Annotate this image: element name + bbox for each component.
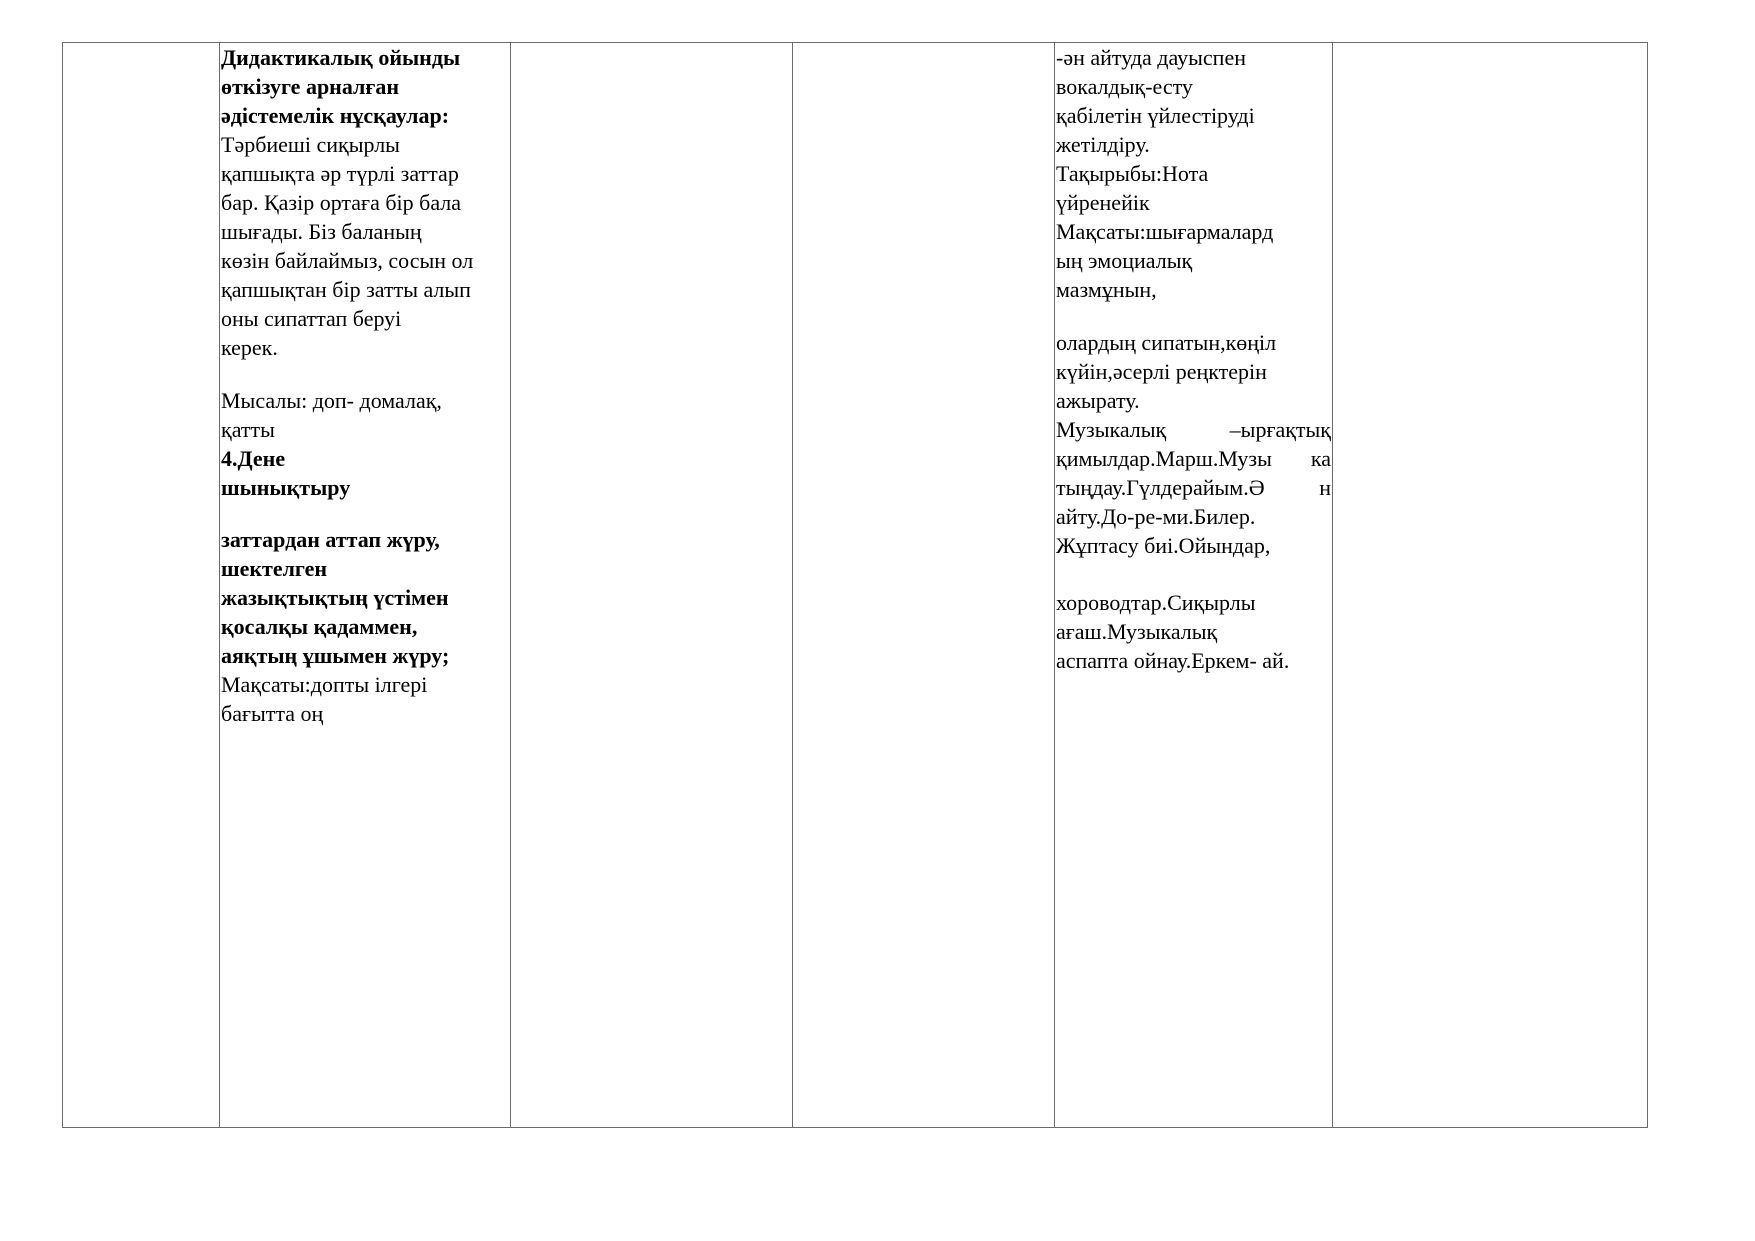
col2-heading-line: Дидактикалық ойынды bbox=[221, 45, 461, 70]
table-cell-col2 bbox=[220, 43, 511, 1128]
col2-goal-line: Мақсаты:допты ілгері bbox=[221, 672, 428, 697]
col5-intro-line: Тақырыбы:Нота bbox=[1056, 161, 1209, 186]
col5-mid-line: олардың сипатын,көңіл bbox=[1056, 330, 1277, 355]
col5-final-line: ағаш.Музыкалық bbox=[1056, 619, 1218, 644]
col5-final-line: хороводтар.Сиқырлы bbox=[1056, 590, 1256, 615]
col5-intro-line: мазмұнын, bbox=[1056, 277, 1157, 302]
col2-heading-line: әдістемелік нұсқаулар: bbox=[221, 103, 450, 128]
col5-word: н bbox=[1319, 475, 1331, 500]
table-cell-col5 bbox=[1055, 43, 1333, 1128]
spacer bbox=[1056, 560, 1331, 588]
table-cell-col4 bbox=[793, 43, 1055, 1128]
col2-body-line: Тәрбиеші сиқырлы bbox=[221, 132, 400, 157]
lesson-plan-table bbox=[62, 42, 1648, 1128]
col5-intro-line: жетілдіру. bbox=[1056, 132, 1150, 157]
col2-content bbox=[220, 43, 510, 728]
col5-tail-line: Жұптасу биі.Ойындар, bbox=[1056, 533, 1271, 558]
col5-mid-line: ажырату. bbox=[1056, 388, 1140, 413]
col5-final-line: аспапта ойнау.Еркем- ай. bbox=[1056, 648, 1290, 673]
col2-exercise-line: шектелген bbox=[221, 556, 328, 581]
col5-intro-line: үйренейік bbox=[1056, 190, 1150, 215]
col5-justified-line bbox=[1056, 444, 1331, 473]
table-cell-col1 bbox=[63, 43, 220, 1128]
col5-intro-line: қабілетін үйлестіруді bbox=[1056, 103, 1255, 128]
col5-word: Музыкалық bbox=[1056, 417, 1167, 442]
col2-body-line: керек. bbox=[221, 335, 278, 360]
col5-content bbox=[1055, 43, 1332, 675]
col5-intro-line: -ән айтуда дауыспен bbox=[1056, 45, 1246, 70]
col5-word: –ырғақтық bbox=[1229, 417, 1331, 442]
col2-body-line: қапшықтан бір затты алып bbox=[221, 277, 471, 302]
col5-word: ка bbox=[1310, 446, 1331, 471]
col2-example-line: қатты bbox=[221, 417, 275, 442]
col2-example-line: Мысалы: доп- домалақ, bbox=[221, 388, 442, 413]
table-cell-col6 bbox=[1333, 43, 1648, 1128]
col5-mid-line: күйін,әсерлі реңктерін bbox=[1056, 359, 1267, 384]
col5-justified-line bbox=[1056, 415, 1331, 444]
col5-justified-line bbox=[1056, 473, 1331, 502]
col5-intro-line: ың эмоциалық bbox=[1056, 248, 1193, 273]
col2-section-title: 4.Дене bbox=[221, 446, 286, 471]
table-cell-col3 bbox=[511, 43, 793, 1128]
col2-body-line: көзін байлаймыз, сосын ол bbox=[221, 248, 474, 273]
col2-body-line: бар. Қазір ортаға бір бала bbox=[221, 190, 462, 215]
spacer bbox=[1056, 304, 1331, 328]
col5-intro-line: Мақсаты:шығармалард bbox=[1056, 219, 1274, 244]
col2-body-line: оны сипаттап беруі bbox=[221, 306, 402, 331]
col2-body-line: қапшықта әр түрлі заттар bbox=[221, 161, 459, 186]
col5-tail-line: айту.До-ре-ми.Билер. bbox=[1056, 504, 1256, 529]
col2-heading-line: өткізуге арналған bbox=[221, 74, 400, 99]
col2-section-title: шынықтыру bbox=[221, 475, 351, 500]
col2-exercise-line: аяқтың ұшымен жүру; bbox=[221, 643, 450, 668]
col2-goal-line: бағытта оң bbox=[221, 701, 324, 726]
col5-word: тыңдау.Гүлдерайым.Ә bbox=[1056, 475, 1265, 500]
col2-exercise-line: заттардан аттап жүру, bbox=[221, 527, 440, 552]
col2-exercise-line: жазықтықтың үстімен bbox=[221, 585, 449, 610]
spacer bbox=[221, 502, 509, 525]
col5-word: қимылдар.Марш.Музы bbox=[1056, 446, 1272, 471]
spacer bbox=[221, 362, 509, 386]
col2-exercise-line: қосалқы қадаммен, bbox=[221, 614, 418, 639]
col5-intro-line: вокалдық-есту bbox=[1056, 74, 1193, 99]
col2-body-line: шығады. Біз баланың bbox=[221, 219, 422, 244]
table-row bbox=[63, 43, 1648, 1128]
